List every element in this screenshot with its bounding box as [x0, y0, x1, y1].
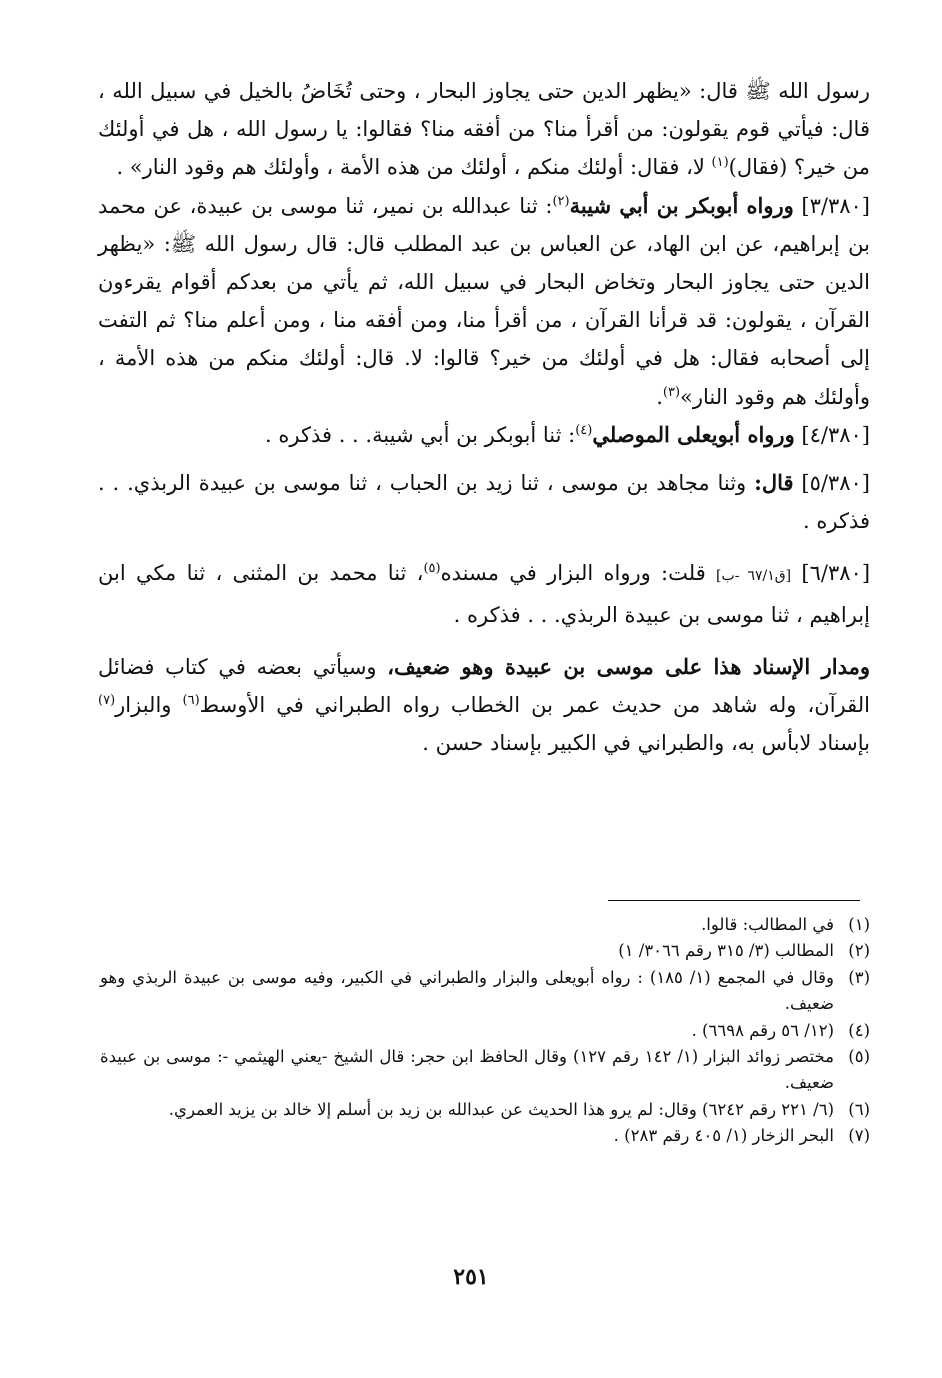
paragraph-4-text: وثنا مجاهد بن موسى ، ثنا زيد بن الحباب ، ثنا موسى بن عبيدة الربذي. . . فذكره . — [98, 471, 870, 534]
paragraph-2-end: . — [656, 384, 663, 409]
hadith-ref-4-380: [٤/٣٨٠] — [794, 422, 870, 447]
footnote-number: (٣) — [848, 967, 870, 987]
paragraph-1 — [98, 72, 870, 187]
source-heading: ورواه أبوبكر بن أبي شيبة — [569, 192, 794, 218]
footnote-number: (١) — [848, 915, 870, 934]
manuscript-ref: [ق٦٧/١ -ب] — [716, 568, 792, 585]
footnote-4 — [100, 1018, 870, 1044]
footnote-text: (١٢/ ٥٦ رقم ٦٦٩٨) . — [691, 1020, 834, 1040]
paragraph-5 — [98, 554, 870, 633]
footnote-text: (٦/ ٢٢١ رقم ٦٢٤٢) وقال: لم يرو هذا الحديث عن عبدالله بن زيد بن أسلم إلا خالد بن يزيد العمري. — [168, 1099, 834, 1119]
isnad-summary: ومدار الإسناد هذا على موسى بن عبيدة وهو ضعيف، — [387, 653, 870, 679]
page-number: ٢٥١ — [453, 1264, 489, 1290]
footnote-text: المطالب (٣/ ٣١٥ رقم ٣٠٦٦/ ١) — [618, 941, 834, 961]
paragraph-6-mid: والبزار — [115, 693, 183, 718]
footnote-text: البحر الزخار (١/ ٤٠٥ رقم ٢٨٣) . — [613, 1126, 834, 1146]
footnote-1 — [100, 912, 870, 938]
footnote-ref-1: (١) — [711, 155, 729, 171]
main-text — [98, 72, 870, 762]
footnote-number: (٧) — [848, 1126, 870, 1146]
footnote-divider — [608, 900, 860, 901]
footnote-ref-4: (٤) — [575, 422, 593, 438]
hadith-ref-6-380: [٦/٣٨٠] — [791, 561, 871, 586]
footnote-number: (٦) — [848, 1099, 870, 1119]
footnote-5 — [100, 1044, 870, 1097]
source-heading: قال: — [754, 470, 794, 496]
footnote-6 — [100, 1097, 870, 1123]
paragraph-6-end: بإسناد لابأس به، والطبراني في الكبير بإسناد حسن . — [422, 731, 870, 756]
paragraph-1-end: لا، فقال: أولئك منكم ، أولئك من هذه الأمة ، وأولئك هم وقود النار» . — [116, 155, 712, 180]
footnote-2 — [100, 938, 870, 964]
hadith-ref-5-380: [٥/٣٨٠] — [793, 471, 870, 496]
paragraph-1-text: رسول الله ﷺ قال: «يظهر الدين حتى يجاوز البحار ، وحتى تُخَاضُ بالخيل في سبيل الله ، قال: فيأتي قوم يقولون: من أقرأ منا؟ من أفقه منا؟ فقالوا: يا رسول الله ، هل في أولئك من خير؟ (فقال) — [98, 79, 870, 180]
paragraph-3-text: : ثنا أبوبكر بن أبي شيبة. . . فذكره . — [265, 422, 576, 447]
footnote-number: (٥) — [848, 1047, 870, 1067]
footnote-ref-2: (٢) — [552, 193, 570, 209]
footnote-text: وقال في المجمع (١/ ١٨٥) : رواه أبويعلى والبزار والطبراني في الكبير، وفيه موسى بن عبيدة الربذي وهو ضعيف. — [100, 967, 834, 1014]
source-heading: ورواه أبويعلى الموصلي — [592, 421, 795, 447]
paragraph-2-text: : ثنا عبدالله بن نمير، ثنا موسى بن عبيدة، عن محمد بن إبراهيم، عن ابن الهاد، عن العباس بن عبد المطلب قال: قال رسول الله ﷺ: «يظهر الدين حتى يجاوز البحار وتخاض البحار في سبيل الله، ثم يأتي من بعدكم أقوام يقرءون القرآن ، يقولون: قد قرأنا القرآن ، من أقرأ منا، ومن أفقه منا ، ومن أعلم منا؟ ثم التفت إلى أصحابه فقال: هل في أولئك من خير؟ قالوا: لا. قال: أولئك منكم من هذه الأمة ، وأولئك هم وقود النار» — [98, 193, 870, 409]
footnote-text: مختصر زوائد البزار (١/ ١٤٢ رقم ١٢٧) وقال الحافظ ابن حجر: قال الشيخ -يعني الهيثمي -: موسى بن عبيدة ضعيف. — [100, 1047, 835, 1093]
footnote-3 — [100, 965, 870, 1018]
footnote-ref-6: (٦) — [182, 693, 200, 709]
footnote-number: (٢) — [848, 941, 870, 961]
paragraph-4 — [98, 464, 870, 540]
paragraph-6 — [98, 648, 870, 763]
footnote-text: في المطالب: قالوا. — [701, 915, 834, 934]
paragraph-5-end: ، ثنا محمد بن المثنى ، ثنا مكي ابن إبراهيم ، ثنا موسى بن عبيدة الربذي. . . فذكره . — [98, 561, 870, 627]
footnote-number: (٤) — [848, 1020, 870, 1040]
paragraph-6-text: وسيأتي بعضه في كتاب فضائل القرآن، وله شاهد من حديث عمر بن الخطاب رواه الطبراني في الأوسط — [98, 654, 870, 718]
paragraph-3 — [98, 416, 870, 454]
paragraph-5-text: قلت: ورواه البزار في مسنده — [440, 561, 717, 586]
footnote-7 — [100, 1123, 870, 1149]
footnotes — [100, 912, 870, 1150]
footnote-ref-5: (٥) — [423, 561, 441, 577]
footnote-ref-7: (٧) — [98, 693, 116, 709]
paragraph-2 — [98, 187, 870, 416]
hadith-ref-3-380: [٣/٣٨٠] — [793, 193, 870, 218]
footnote-ref-3: (٣) — [662, 384, 681, 400]
